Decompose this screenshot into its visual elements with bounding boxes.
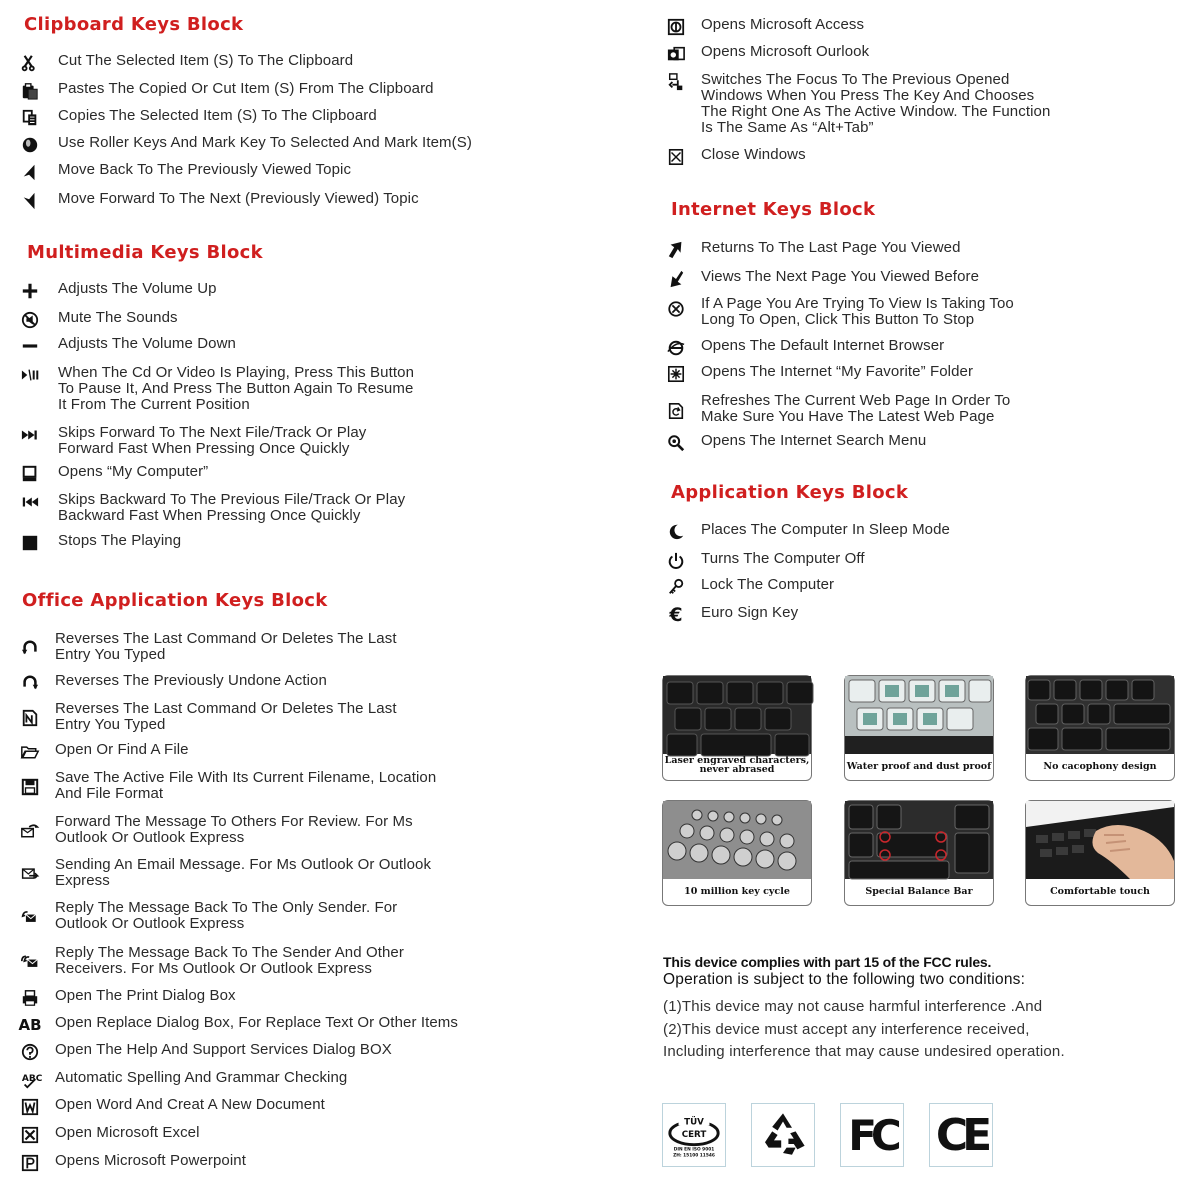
help-icon xyxy=(20,1043,40,1061)
item-text: Skips Backward To The Previous File/Track Or Play Backward Fast When Pressing Once Quickly xyxy=(58,491,406,524)
recycle-icon xyxy=(756,1108,810,1162)
keyboard-closeup-image xyxy=(663,676,811,754)
previous-track-icon xyxy=(20,493,40,511)
item-text: Save The Active File With Its Current Filename, Location And File Format xyxy=(55,769,437,802)
svg-text:ZH: 15100 11546: ZH: 15100 11546 xyxy=(673,1153,715,1159)
svg-text:TÜV: TÜV xyxy=(684,1117,704,1128)
photo-caption: Laser engraved characters, never abrased xyxy=(664,755,810,775)
fcc-condition-3: Including interference that may cause undesired operation. xyxy=(663,1043,1065,1060)
item-text: Open The Help And Support Services Dialog BOX xyxy=(55,1041,392,1058)
photo-no-cacophony xyxy=(1025,675,1175,781)
item-text: Reverses The Previously Undone Action xyxy=(55,672,327,689)
lock-key-icon xyxy=(666,578,686,596)
plus-icon xyxy=(20,282,40,300)
item-text: Switches The Focus To The Previous Opened Windows When You Press The Key And Chooses The Right One As The Active Window. The Function Is The Same As “Alt+Tab” xyxy=(701,71,1051,136)
photo-key-cycle xyxy=(662,800,812,906)
item-text: Open Microsoft Excel xyxy=(55,1124,200,1141)
power-icon xyxy=(666,552,686,570)
mail-reply-icon xyxy=(20,908,40,926)
word-icon xyxy=(20,1098,40,1116)
fcc-condition-1: (1)This device may not cause harmful interference .And xyxy=(663,998,1043,1015)
sleep-icon xyxy=(666,523,686,541)
undo-icon xyxy=(20,639,40,657)
item-text: Euro Sign Key xyxy=(701,604,799,621)
office-heading: Office Application Keys Block xyxy=(22,590,328,611)
item-text: Cut The Selected Item (S) To The Clipboard xyxy=(58,52,354,69)
item-text: Pastes The Copied Or Cut Item (S) From The Clipboard xyxy=(58,80,434,97)
item-text: Skips Forward To The Next File/Track Or Play Forward Fast When Pressing Once Quickly xyxy=(58,424,367,457)
photo-caption: Special Balance Bar xyxy=(865,886,973,897)
fcc-condition-2: (2)This device must accept any interference received, xyxy=(663,1021,1030,1038)
photo-laser-engraved xyxy=(662,675,812,781)
fc-mark: FC xyxy=(848,1110,896,1160)
item-text: Opens “My Computer” xyxy=(58,463,209,480)
item-text: Views The Next Page You Viewed Before xyxy=(701,268,980,285)
item-text: Reply The Message Back To The Sender And Other Receivers. For Ms Outlook Or Outlook Express xyxy=(55,944,404,977)
item-text: Mute The Sounds xyxy=(58,309,178,326)
web-back-icon xyxy=(666,241,686,259)
excel-icon xyxy=(20,1126,40,1144)
minus-icon xyxy=(20,337,40,355)
forward-arrow-icon xyxy=(20,192,40,210)
fcc-statement-line2: Operation is subject to the following two conditions: xyxy=(663,971,1026,988)
item-text: Opens The Internet Search Menu xyxy=(701,432,927,449)
item-text: Automatic Spelling And Grammar Checking xyxy=(55,1069,348,1086)
item-text: Places The Computer In Sleep Mode xyxy=(701,521,950,538)
item-text: If A Page You Are Trying To View Is Taking Too Long To Open, Click This Button To Stop xyxy=(701,295,1014,328)
browser-icon xyxy=(666,339,686,357)
tuv-cert-mark xyxy=(665,1106,723,1164)
item-text: Open Or Find A File xyxy=(55,741,189,758)
balance-bar-image xyxy=(845,801,993,879)
water-proof-image xyxy=(845,676,993,754)
powerpoint-icon xyxy=(20,1154,40,1172)
item-text: Lock The Computer xyxy=(701,576,835,593)
hand-typing-image xyxy=(1026,801,1174,879)
mute-icon xyxy=(20,311,40,329)
feature-photos xyxy=(662,675,1176,907)
item-text: Stops The Playing xyxy=(58,532,182,549)
scissors-icon xyxy=(20,54,40,72)
item-text: Close Windows xyxy=(701,146,806,163)
application-heading: Application Keys Block xyxy=(671,482,909,503)
item-text: Turns The Computer Off xyxy=(701,550,865,567)
access-icon xyxy=(666,18,686,36)
item-text: Returns To The Last Page You Viewed xyxy=(701,239,961,256)
web-search-icon xyxy=(666,434,686,452)
outlook-icon xyxy=(666,45,686,63)
item-text: Adjusts The Volume Up xyxy=(58,280,217,297)
item-text: Refreshes The Current Web Page In Order To Make Sure You Have The Latest Web Page xyxy=(701,392,1011,425)
play-pause-icon xyxy=(20,366,40,384)
replace-icon: AB xyxy=(18,1016,42,1034)
item-text: Opens The Default Internet Browser xyxy=(701,337,945,354)
stop-icon xyxy=(20,534,40,552)
item-text: Forward The Message To Others For Review. For Ms Outlook Or Outlook Express xyxy=(55,813,413,846)
mail-send-icon xyxy=(20,865,40,883)
computer-icon xyxy=(20,465,40,483)
item-text: Move Back To The Previously Viewed Topic xyxy=(58,161,352,178)
keyboard-keys-image xyxy=(1026,676,1174,754)
copy-icon xyxy=(20,109,40,127)
euro-icon: € xyxy=(669,604,683,626)
close-window-icon xyxy=(666,148,686,166)
mail-reply-all-icon xyxy=(20,953,40,971)
key-mechanism-image xyxy=(663,801,811,879)
item-text: Move Forward To The Next (Previously Viewed) Topic xyxy=(58,190,419,207)
photo-caption: Water proof and dust proof xyxy=(846,761,992,772)
item-text: Opens Microsoft Ourlook xyxy=(701,43,870,60)
back-arrow-icon xyxy=(20,163,40,181)
new-document-icon xyxy=(20,709,40,727)
photo-caption: No cacophony design xyxy=(1043,761,1157,772)
item-text: Reverses The Last Command Or Deletes The Last Entry You Typed xyxy=(55,630,397,663)
save-icon xyxy=(20,778,40,796)
ce-logo xyxy=(929,1103,993,1167)
multimedia-heading: Multimedia Keys Block xyxy=(27,242,263,263)
refresh-icon xyxy=(666,402,686,420)
internet-heading: Internet Keys Block xyxy=(671,199,876,220)
tuv-logo xyxy=(662,1103,726,1167)
favorites-icon xyxy=(666,365,686,383)
photo-caption: Comfortable touch xyxy=(1050,886,1150,897)
item-text: Opens The Internet “My Favorite” Folder xyxy=(701,363,974,380)
svg-text:CERT: CERT xyxy=(681,1129,707,1140)
redo-icon xyxy=(20,674,40,692)
item-text: Adjusts The Volume Down xyxy=(58,335,236,352)
item-text: Sending An Email Message. For Ms Outlook Or Outlook Express xyxy=(55,856,432,889)
roller-icon xyxy=(20,136,40,154)
paste-icon xyxy=(20,82,40,100)
item-text: Open Replace Dialog Box, For Replace Text Or Other Items xyxy=(55,1014,458,1031)
svg-text:DIN EN ISO 9001: DIN EN ISO 9001 xyxy=(673,1147,715,1153)
item-text: When The Cd Or Video Is Playing, Press This Button To Pause It, And Press The Button Again To Resume It From The Current Position xyxy=(58,364,415,413)
print-icon xyxy=(20,989,40,1007)
spelling-icon xyxy=(20,1071,43,1089)
next-track-icon xyxy=(20,426,40,444)
photo-comfortable-touch xyxy=(1025,800,1175,906)
folder-open-icon xyxy=(20,743,40,761)
item-text: Reply The Message Back To The Only Sender. For Outlook Or Outlook Express xyxy=(55,899,398,932)
mail-forward-icon xyxy=(20,822,40,840)
item-text: Copies The Selected Item (S) To The Clipboard xyxy=(58,107,377,124)
fc-logo xyxy=(840,1103,904,1167)
recycle-logo xyxy=(751,1103,815,1167)
switch-window-icon xyxy=(666,73,686,91)
item-text: Open The Print Dialog Box xyxy=(55,987,236,1004)
web-stop-icon xyxy=(666,300,686,318)
item-text: Reverses The Last Command Or Deletes The Last Entry You Typed xyxy=(55,700,397,733)
item-text: Opens Microsoft Access xyxy=(701,16,865,33)
clipboard-heading: Clipboard Keys Block xyxy=(24,14,244,35)
photo-caption: 10 million key cycle xyxy=(684,886,790,897)
photo-balance-bar xyxy=(844,800,994,906)
item-text: Open Word And Creat A New Document xyxy=(55,1096,325,1113)
item-text: Opens Microsoft Powerpoint xyxy=(55,1152,247,1169)
ce-mark: CE xyxy=(935,1109,987,1161)
svg-text:ABC: ABC xyxy=(21,1073,43,1084)
photo-water-proof xyxy=(844,675,994,781)
fcc-statement-line1: This device complies with part 15 of the FCC rules. xyxy=(663,954,992,970)
web-forward-icon xyxy=(666,270,686,288)
item-text: Use Roller Keys And Mark Key To Selected And Mark Item(S) xyxy=(58,134,472,151)
